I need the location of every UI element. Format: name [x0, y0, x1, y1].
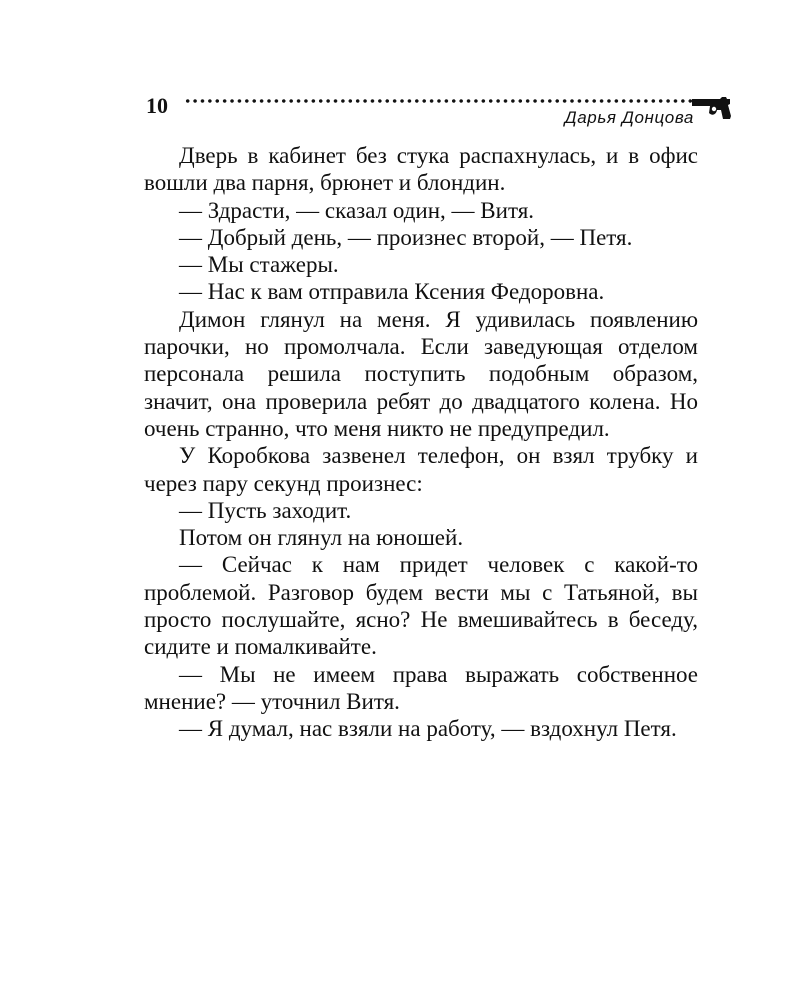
paragraph: Дверь в кабинет без стука распахнулась, и в офис вошли два парня, брюнет и блондин.: [144, 143, 698, 196]
paragraph: Димон глянул на меня. Я удивилась появлению парочки, но промолчала. Если заведующая отделом персонала решила поступить подобным образом, значит, она проверила ребят до двадцатого колена. Но очень странно, что меня никто не предупредил.: [144, 306, 698, 441]
revolver-icon: [690, 95, 736, 121]
paragraph: — Мы не имеем права выражать собственное мнение? — уточнил Витя.: [144, 661, 698, 714]
paragraph: — Сейчас к нам придет человек с какой-то проблемой. Разговор будем вести мы с Татьяной, вы просто послушайте, ясно? Не вмешивайтесь в беседу, сидите и помалкивайте.: [144, 552, 698, 660]
header-dotted-rule: [184, 99, 694, 103]
paragraph: — Пусть заходит.: [179, 497, 352, 523]
paragraph: — Нас к вам отправила Ксения Федоровна.: [179, 279, 605, 305]
paragraph: — Добрый день, — произнес второй, — Петя.: [179, 224, 633, 250]
page-number: 10: [146, 93, 168, 118]
paragraph: У Коробкова зазвенел телефон, он взял трубку и через пару секунд произнес:: [144, 443, 698, 496]
text-body: [144, 142, 698, 743]
paragraph: Потом он глянул на юношей.: [179, 525, 464, 551]
paragraph: — Здрасти, — сказал один, — Витя.: [179, 197, 535, 223]
paragraph: — Мы стажеры.: [179, 252, 339, 278]
running-head-author: Дарья Донцова: [564, 108, 694, 127]
paragraph: — Я думал, нас взяли на работу, — вздохнул Петя.: [179, 716, 677, 742]
